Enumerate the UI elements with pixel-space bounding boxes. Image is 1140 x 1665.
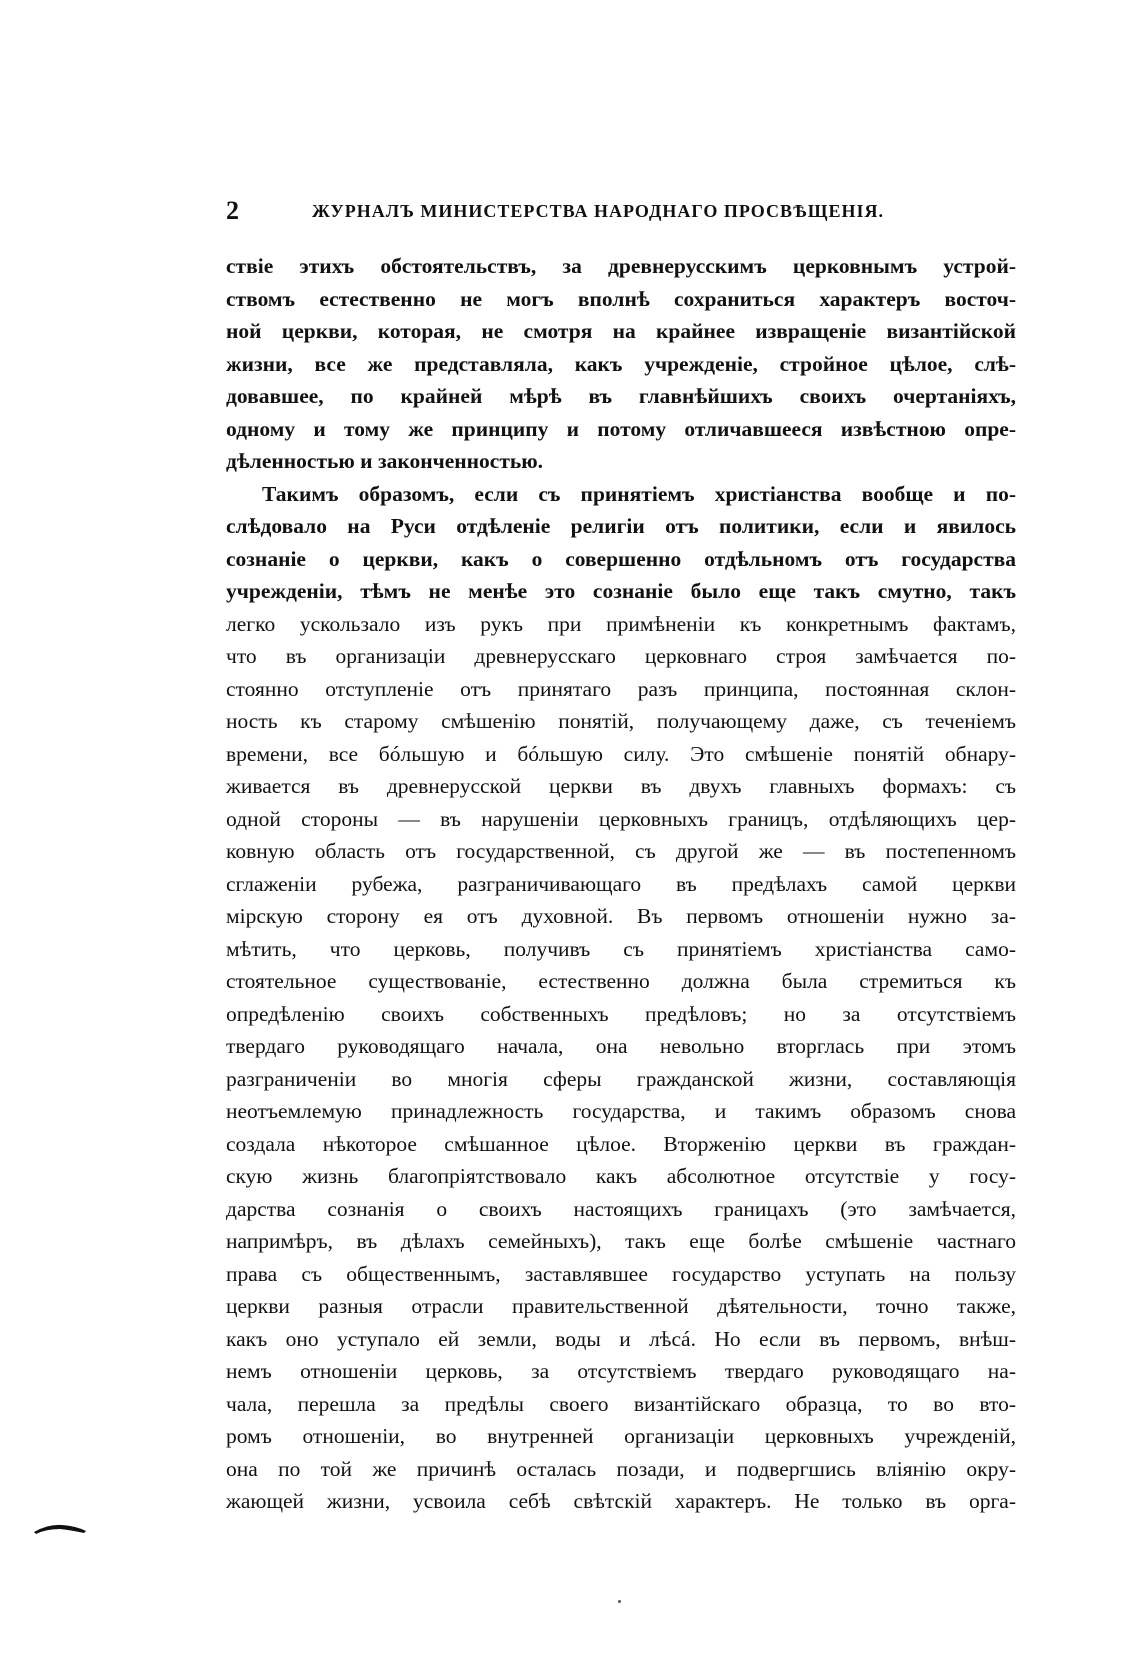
text-line: ромъ отношеніи, во внутренней организаціи церковныхъ учрежденій, bbox=[226, 1424, 1016, 1448]
text-line: ствомъ естественно не могъ вполнѣ сохраниться характеръ восточ- bbox=[226, 286, 1016, 311]
text-line: твердаго руководящаго начала, она невольно вторглась при этомъ bbox=[226, 1034, 1016, 1058]
text-line: мірскую сторону ея отъ духовной. Въ первомъ отношеніи нужно за- bbox=[226, 904, 1016, 928]
text-line: легко ускользало изъ рукъ при примѣненіи къ конкретнымъ фактамъ, bbox=[226, 611, 1016, 636]
text-line: мѣтить, что церковь, получивъ съ принятіемъ христіанства само- bbox=[226, 936, 1016, 961]
text-line: одному и тому же принципу и потому отличавшееся извѣстною опре- bbox=[226, 416, 1016, 441]
text-line: неотъемлемую принадлежность государства, и такимъ образомъ снова bbox=[226, 1099, 1016, 1123]
text-line: стоянно отступленіе отъ принятаго разъ принципа, постоянная склон- bbox=[226, 676, 1016, 701]
text-line: права съ общественнымъ, заставлявшее государство уступать на пользу bbox=[226, 1261, 1016, 1286]
text-line: какъ оно уступало ей земли, воды и лѣсá. Но если въ первомъ, внѣш- bbox=[226, 1326, 1016, 1351]
text-line: времени, все бóльшую и бóльшую силу. Это смѣшеніе понятій обнару- bbox=[226, 741, 1016, 766]
text-line: опредѣленію своихъ собственныхъ предѣловъ; но за отсутствіемъ bbox=[226, 1001, 1016, 1026]
text-line: сознаніе о церкви, какъ о совершенно отдѣльномъ отъ государства bbox=[226, 546, 1016, 571]
margin-ink-mark bbox=[34, 1522, 86, 1534]
text-line: ковную область отъ государственной, съ другой же — въ постепенномъ bbox=[226, 839, 1016, 863]
text-line: чала, перешла за предѣлы своего византійскаго образца, то во вто- bbox=[226, 1391, 1016, 1416]
text-line: слѣдовало на Руси отдѣленіе религіи отъ политики, если и явилось bbox=[226, 514, 1016, 538]
page-header bbox=[226, 196, 1032, 232]
text-line: дѣленностью и законченностью. bbox=[226, 449, 544, 473]
paragraph bbox=[226, 478, 1016, 1518]
text-line: сглаженіи рубежа, разграничивающаго въ предѣлахъ самой церкви bbox=[226, 871, 1016, 896]
text-line: Такимъ образомъ, если съ принятіемъ христіанства вообще и по- bbox=[262, 481, 1016, 506]
page-number: 2 bbox=[226, 196, 239, 225]
running-head: ЖУРНАЛЪ МИНИСТЕРСТВА НАРОДНАГО ПРОСВѢЩЕНІЯ. bbox=[312, 201, 885, 221]
text-line: стоятельное существованіе, естественно должна была стремиться къ bbox=[226, 969, 1016, 993]
text-line: одной стороны — въ нарушеніи церковныхъ границъ, отдѣляющихъ цер- bbox=[226, 806, 1016, 831]
text-line: ствіе этихъ обстоятельствъ, за древнерусскимъ церковнымъ устрой- bbox=[226, 254, 1016, 278]
text-line: жающей жизни, усвоила себѣ свѣтскій характеръ. Не только въ орга- bbox=[226, 1489, 1016, 1513]
text-line: разграниченіи во многія сферы гражданской жизни, составляющія bbox=[226, 1066, 1016, 1091]
body-text bbox=[226, 250, 1016, 1518]
paragraph bbox=[226, 250, 1016, 478]
text-line: что въ организаціи древнерусскаго церковнаго строя замѣчается по- bbox=[226, 644, 1016, 668]
text-line: дарства сознанія о своихъ настоящихъ границахъ (это замѣчается, bbox=[226, 1196, 1016, 1221]
text-line: напримѣръ, въ дѣлахъ семейныхъ), такъ еще болѣе смѣшеніе частнаго bbox=[226, 1229, 1016, 1253]
text-line: она по той же причинѣ осталась позади, и подвергшись вліянію окру- bbox=[226, 1456, 1016, 1481]
text-line: создала нѣкоторое смѣшанное цѣлое. Вторженію церкви въ граждан- bbox=[226, 1131, 1016, 1156]
scan-speck bbox=[618, 1600, 621, 1603]
text-line: жизни, все же представляла, какъ учрежденіе, стройное цѣлое, слѣ- bbox=[226, 351, 1016, 376]
text-line: ной церкви, которая, не смотря на крайнее извращеніе византійской bbox=[226, 319, 1016, 343]
text-line: немъ отношеніи церковь, за отсутствіемъ твердаго руководящаго на- bbox=[226, 1359, 1016, 1383]
text-line: учрежденіи, тѣмъ не менѣе это сознаніе было еще такъ смутно, такъ bbox=[226, 579, 1016, 603]
text-line: скую жизнь благопріятствовало какъ абсолютное отсутствіе у госу- bbox=[226, 1164, 1016, 1188]
text-line: церкви разныя отрасли правительственной дѣятельности, точно также, bbox=[226, 1294, 1016, 1318]
text-line: довавшее, по крайней мѣрѣ въ главнѣйшихъ своихъ очертаніяхъ, bbox=[226, 384, 1016, 408]
text-line: ность къ старому смѣшенію понятій, получающему даже, съ теченіемъ bbox=[226, 709, 1016, 733]
text-line: живается въ древнерусской церкви въ двухъ главныхъ формахъ: съ bbox=[226, 774, 1016, 798]
